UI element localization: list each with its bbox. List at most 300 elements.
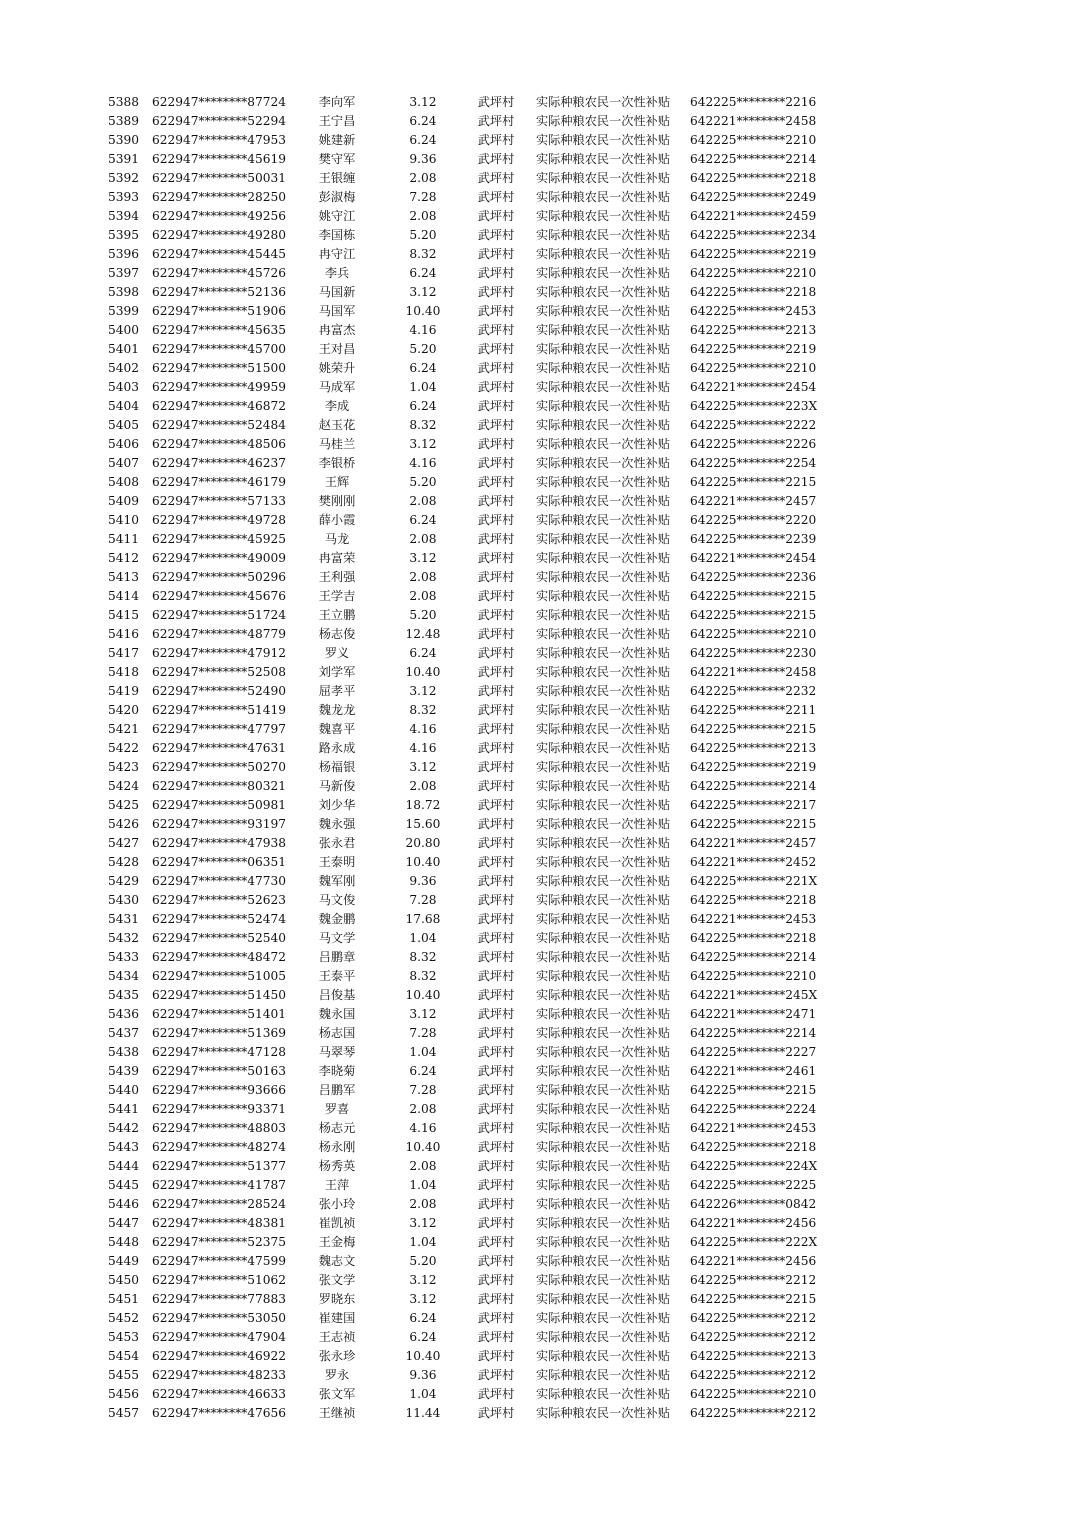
subsidy-amount-cell: 5.20: [409, 342, 437, 356]
row-number: 5434: [108, 969, 140, 983]
village-cell: 武坪村: [477, 513, 515, 527]
id-number-cell: 642221********2457: [690, 836, 817, 850]
id-number-cell: 642225********2215: [690, 817, 817, 831]
row-number: 5424: [108, 779, 140, 793]
bank-account-cell: 622947********52136: [152, 285, 287, 299]
id-number-cell: 642225********2214: [690, 152, 817, 166]
table-row: [0, 1157, 1074, 1176]
table-row: [0, 948, 1074, 967]
village-cell: 武坪村: [477, 779, 515, 793]
subsidy-amount-cell: 1.04: [409, 1045, 437, 1059]
subsidy-amount-cell: 3.12: [409, 684, 437, 698]
farmer-name-cell: 崔建国: [318, 1311, 356, 1325]
subsidy-type-cell: 实际种粮农民一次性补贴: [535, 703, 671, 717]
subsidy-type-cell: 实际种粮农民一次性补贴: [535, 1007, 671, 1021]
village-cell: 武坪村: [477, 608, 515, 622]
farmer-name-cell: 罗喜: [324, 1102, 350, 1116]
village-cell: 武坪村: [477, 1064, 515, 1078]
subsidy-amount-cell: 7.28: [409, 1026, 437, 1040]
subsidy-type-cell: 实际种粮农民一次性补贴: [535, 513, 671, 527]
village-cell: 武坪村: [477, 285, 515, 299]
bank-account-cell: 622947********46633: [152, 1387, 287, 1401]
row-number: 5404: [108, 399, 140, 413]
row-number: 5446: [108, 1197, 140, 1211]
subsidy-type-cell: 实际种粮农民一次性补贴: [535, 874, 671, 888]
village-cell: 武坪村: [477, 646, 515, 660]
bank-account-cell: 622947********46922: [152, 1349, 287, 1363]
row-number: 5457: [108, 1406, 140, 1420]
farmer-name-cell: 姚建新: [318, 133, 356, 147]
id-number-cell: 642221********2459: [690, 209, 817, 223]
bank-account-cell: 622947********50163: [152, 1064, 287, 1078]
farmer-name-cell: 马国军: [318, 304, 356, 318]
table-row: [0, 986, 1074, 1005]
subsidy-amount-cell: 6.24: [409, 133, 437, 147]
subsidy-type-cell: 实际种粮农民一次性补贴: [535, 437, 671, 451]
village-cell: 武坪村: [477, 1007, 515, 1021]
row-number: 5430: [108, 893, 140, 907]
row-number: 5431: [108, 912, 140, 926]
farmer-name-cell: 崔凯祯: [318, 1216, 356, 1230]
subsidy-amount-cell: 3.12: [409, 437, 437, 451]
table-row: [0, 1233, 1074, 1252]
table-row: [0, 150, 1074, 169]
subsidy-type-cell: 实际种粮农民一次性补贴: [535, 1292, 671, 1306]
bank-account-cell: 622947********51906: [152, 304, 287, 318]
village-cell: 武坪村: [477, 1349, 515, 1363]
bank-account-cell: 622947********48274: [152, 1140, 287, 1154]
farmer-name-cell: 张小玲: [318, 1197, 356, 1211]
table-row: [0, 929, 1074, 948]
bank-account-cell: 622947********28524: [152, 1197, 287, 1211]
table-row: [0, 188, 1074, 207]
village-cell: 武坪村: [477, 988, 515, 1002]
village-cell: 武坪村: [477, 456, 515, 470]
farmer-name-cell: 刘少华: [318, 798, 356, 812]
subsidy-amount-cell: 2.08: [409, 1197, 437, 1211]
row-number: 5421: [108, 722, 140, 736]
subsidy-type-cell: 实际种粮农民一次性补贴: [535, 817, 671, 831]
bank-account-cell: 622947********52294: [152, 114, 287, 128]
village-cell: 武坪村: [477, 589, 515, 603]
farmer-name-cell: 杨志元: [318, 1121, 356, 1135]
bank-account-cell: 622947********47904: [152, 1330, 287, 1344]
id-number-cell: 642225********2213: [690, 741, 817, 755]
table-row: [0, 1309, 1074, 1328]
id-number-cell: 642225********2215: [690, 475, 817, 489]
id-number-cell: 642221********2453: [690, 912, 817, 926]
subsidy-amount-cell: 2.08: [409, 570, 437, 584]
bank-account-cell: 622947********51724: [152, 608, 287, 622]
row-number: 5412: [108, 551, 140, 565]
bank-account-cell: 622947********28250: [152, 190, 287, 204]
id-number-cell: 642225********2220: [690, 513, 817, 527]
subsidy-type-cell: 实际种粮农民一次性补贴: [535, 532, 671, 546]
subsidy-amount-cell: 8.32: [409, 703, 437, 717]
subsidy-amount-cell: 3.12: [409, 95, 437, 109]
farmer-name-cell: 张文军: [318, 1387, 356, 1401]
subsidy-amount-cell: 20.80: [405, 836, 441, 850]
subsidy-type-cell: 实际种粮农民一次性补贴: [535, 475, 671, 489]
subsidy-type-cell: 实际种粮农民一次性补贴: [535, 418, 671, 432]
table-row: [0, 1214, 1074, 1233]
id-number-cell: 642225********2217: [690, 798, 817, 812]
row-number: 5436: [108, 1007, 140, 1021]
id-number-cell: 642225********2239: [690, 532, 817, 546]
id-number-cell: 642226********0842: [690, 1197, 817, 1211]
row-number: 5440: [108, 1083, 140, 1097]
village-cell: 武坪村: [477, 361, 515, 375]
subsidy-amount-cell: 6.24: [409, 361, 437, 375]
table-row: [0, 1119, 1074, 1138]
table-row: [0, 530, 1074, 549]
farmer-name-cell: 王泰平: [318, 969, 356, 983]
bank-account-cell: 622947********47938: [152, 836, 287, 850]
subsidy-type-cell: 实际种粮农民一次性补贴: [535, 931, 671, 945]
table-row: [0, 1404, 1074, 1423]
village-cell: 武坪村: [477, 133, 515, 147]
village-cell: 武坪村: [477, 1311, 515, 1325]
subsidy-type-cell: 实际种粮农民一次性补贴: [535, 209, 671, 223]
bank-account-cell: 622947********49256: [152, 209, 287, 223]
farmer-name-cell: 杨志俊: [318, 627, 356, 641]
village-cell: 武坪村: [477, 494, 515, 508]
table-row: [0, 283, 1074, 302]
village-cell: 武坪村: [477, 399, 515, 413]
farmer-name-cell: 罗永: [324, 1368, 350, 1382]
village-cell: 武坪村: [477, 95, 515, 109]
village-cell: 武坪村: [477, 1045, 515, 1059]
id-number-cell: 642225********2216: [690, 95, 817, 109]
farmer-name-cell: 张永珍: [318, 1349, 356, 1363]
table-row: [0, 1081, 1074, 1100]
subsidy-amount-cell: 9.36: [409, 152, 437, 166]
table-row: [0, 473, 1074, 492]
subsidy-type-cell: 实际种粮农民一次性补贴: [535, 133, 671, 147]
farmer-name-cell: 魏龙龙: [318, 703, 356, 717]
id-number-cell: 642221********2461: [690, 1064, 817, 1078]
bank-account-cell: 622947********80321: [152, 779, 287, 793]
village-cell: 武坪村: [477, 684, 515, 698]
village-cell: 武坪村: [477, 342, 515, 356]
id-number-cell: 642225********2210: [690, 133, 817, 147]
row-number: 5401: [108, 342, 140, 356]
bank-account-cell: 622947********51062: [152, 1273, 287, 1287]
row-number: 5443: [108, 1140, 140, 1154]
village-cell: 武坪村: [477, 855, 515, 869]
bank-account-cell: 622947********45726: [152, 266, 287, 280]
id-number-cell: 642225********2214: [690, 1026, 817, 1040]
subsidy-amount-cell: 1.04: [409, 380, 437, 394]
subsidy-amount-cell: 5.20: [409, 608, 437, 622]
table-row: [0, 587, 1074, 606]
village-cell: 武坪村: [477, 323, 515, 337]
id-number-cell: 642225********2214: [690, 950, 817, 964]
bank-account-cell: 622947********51401: [152, 1007, 287, 1021]
bank-account-cell: 622947********51369: [152, 1026, 287, 1040]
village-cell: 武坪村: [477, 722, 515, 736]
subsidy-type-cell: 实际种粮农民一次性补贴: [535, 1216, 671, 1230]
subsidy-amount-cell: 2.08: [409, 1159, 437, 1173]
table-row: [0, 758, 1074, 777]
village-cell: 武坪村: [477, 171, 515, 185]
village-cell: 武坪村: [477, 950, 515, 964]
farmer-name-cell: 路永成: [318, 741, 356, 755]
farmer-name-cell: 王继祯: [318, 1406, 356, 1420]
village-cell: 武坪村: [477, 1121, 515, 1135]
farmer-name-cell: 李向军: [318, 95, 356, 109]
farmer-name-cell: 樊守军: [318, 152, 356, 166]
subsidy-type-cell: 实际种粮农民一次性补贴: [535, 247, 671, 261]
subsidy-type-cell: 实际种粮农民一次性补贴: [535, 1254, 671, 1268]
subsidy-amount-cell: 1.04: [409, 1178, 437, 1192]
subsidy-type-cell: 实际种粮农民一次性补贴: [535, 152, 671, 166]
village-cell: 武坪村: [477, 152, 515, 166]
village-cell: 武坪村: [477, 665, 515, 679]
subsidy-amount-cell: 9.36: [409, 874, 437, 888]
subsidy-type-cell: 实际种粮农民一次性补贴: [535, 456, 671, 470]
subsidy-type-cell: 实际种粮农民一次性补贴: [535, 1387, 671, 1401]
farmer-name-cell: 冉富荣: [318, 551, 356, 565]
subsidy-type-cell: 实际种粮农民一次性补贴: [535, 646, 671, 660]
bank-account-cell: 622947********06351: [152, 855, 287, 869]
subsidy-amount-cell: 2.08: [409, 589, 437, 603]
bank-account-cell: 622947********50296: [152, 570, 287, 584]
subsidy-amount-cell: 8.32: [409, 969, 437, 983]
village-cell: 武坪村: [477, 798, 515, 812]
village-cell: 武坪村: [477, 1292, 515, 1306]
subsidy-type-cell: 实际种粮农民一次性补贴: [535, 304, 671, 318]
village-cell: 武坪村: [477, 304, 515, 318]
village-cell: 武坪村: [477, 627, 515, 641]
row-number: 5400: [108, 323, 140, 337]
subsidy-type-cell: 实际种粮农民一次性补贴: [535, 1330, 671, 1344]
bank-account-cell: 622947********57133: [152, 494, 287, 508]
village-cell: 武坪村: [477, 874, 515, 888]
subsidy-amount-cell: 6.24: [409, 1064, 437, 1078]
row-number: 5438: [108, 1045, 140, 1059]
id-number-cell: 642225********2219: [690, 760, 817, 774]
row-number: 5408: [108, 475, 140, 489]
id-number-cell: 642225********221X: [690, 874, 818, 888]
subsidy-type-cell: 实际种粮农民一次性补贴: [535, 399, 671, 413]
village-cell: 武坪村: [477, 228, 515, 242]
row-number: 5433: [108, 950, 140, 964]
bank-account-cell: 622947********48472: [152, 950, 287, 964]
row-number: 5398: [108, 285, 140, 299]
bank-account-cell: 622947********48779: [152, 627, 287, 641]
table-row: [0, 606, 1074, 625]
row-number: 5397: [108, 266, 140, 280]
farmer-name-cell: 魏永强: [318, 817, 356, 831]
farmer-name-cell: 马成军: [318, 380, 356, 394]
subsidy-type-cell: 实际种粮农民一次性补贴: [535, 1273, 671, 1287]
table-row: [0, 872, 1074, 891]
subsidy-type-cell: 实际种粮农民一次性补贴: [535, 988, 671, 1002]
row-number: 5442: [108, 1121, 140, 1135]
village-cell: 武坪村: [477, 114, 515, 128]
row-number: 5405: [108, 418, 140, 432]
table-row: [0, 226, 1074, 245]
subsidy-amount-cell: 6.24: [409, 646, 437, 660]
subsidy-table: [0, 93, 1074, 1423]
bank-account-cell: 622947********50031: [152, 171, 287, 185]
village-cell: 武坪村: [477, 266, 515, 280]
farmer-name-cell: 王银缠: [318, 171, 356, 185]
table-row: [0, 359, 1074, 378]
id-number-cell: 642225********2212: [690, 1368, 817, 1382]
farmer-name-cell: 王利强: [318, 570, 356, 584]
subsidy-type-cell: 实际种粮农民一次性补贴: [535, 969, 671, 983]
table-row: [0, 416, 1074, 435]
subsidy-amount-cell: 12.48: [405, 627, 441, 641]
farmer-name-cell: 王泰明: [318, 855, 356, 869]
village-cell: 武坪村: [477, 912, 515, 926]
bank-account-cell: 622947********49280: [152, 228, 287, 242]
bank-account-cell: 622947********45619: [152, 152, 287, 166]
subsidy-type-cell: 实际种粮农民一次性补贴: [535, 95, 671, 109]
village-cell: 武坪村: [477, 1273, 515, 1287]
bank-account-cell: 622947********93666: [152, 1083, 287, 1097]
subsidy-amount-cell: 4.16: [409, 722, 437, 736]
id-number-cell: 642225********223X: [690, 399, 818, 413]
subsidy-amount-cell: 7.28: [409, 893, 437, 907]
id-number-cell: 642225********2224: [690, 1102, 817, 1116]
subsidy-type-cell: 实际种粮农民一次性补贴: [535, 1026, 671, 1040]
farmer-name-cell: 魏志文: [318, 1254, 356, 1268]
table-row: [0, 1043, 1074, 1062]
id-number-cell: 642225********2210: [690, 266, 817, 280]
id-number-cell: 642221********2456: [690, 1254, 817, 1268]
row-number: 5419: [108, 684, 140, 698]
farmer-name-cell: 马国新: [318, 285, 356, 299]
id-number-cell: 642225********2225: [690, 1178, 817, 1192]
row-number: 5429: [108, 874, 140, 888]
farmer-name-cell: 赵玉花: [318, 418, 356, 432]
bank-account-cell: 622947********52540: [152, 931, 287, 945]
subsidy-type-cell: 实际种粮农民一次性补贴: [535, 760, 671, 774]
village-cell: 武坪村: [477, 551, 515, 565]
bank-account-cell: 622947********47599: [152, 1254, 287, 1268]
village-cell: 武坪村: [477, 817, 515, 831]
id-number-cell: 642221********2452: [690, 855, 817, 869]
subsidy-type-cell: 实际种粮农民一次性补贴: [535, 1368, 671, 1382]
bank-account-cell: 622947********52474: [152, 912, 287, 926]
row-number: 5414: [108, 589, 140, 603]
subsidy-type-cell: 实际种粮农民一次性补贴: [535, 1159, 671, 1173]
bank-account-cell: 622947********51005: [152, 969, 287, 983]
row-number: 5450: [108, 1273, 140, 1287]
bank-account-cell: 622947********52484: [152, 418, 287, 432]
row-number: 5422: [108, 741, 140, 755]
table-row: [0, 1271, 1074, 1290]
bank-account-cell: 622947********49009: [152, 551, 287, 565]
subsidy-type-cell: 实际种粮农民一次性补贴: [535, 380, 671, 394]
farmer-name-cell: 杨永刚: [318, 1140, 356, 1154]
subsidy-type-cell: 实际种粮农民一次性补贴: [535, 266, 671, 280]
row-number: 5403: [108, 380, 140, 394]
row-number: 5395: [108, 228, 140, 242]
subsidy-type-cell: 实际种粮农民一次性补贴: [535, 779, 671, 793]
farmer-name-cell: 彭淑梅: [318, 190, 356, 204]
farmer-name-cell: 马桂兰: [318, 437, 356, 451]
village-cell: 武坪村: [477, 1216, 515, 1230]
bank-account-cell: 622947********51419: [152, 703, 287, 717]
table-row: [0, 131, 1074, 150]
subsidy-amount-cell: 10.40: [405, 1140, 441, 1154]
id-number-cell: 642221********2456: [690, 1216, 817, 1230]
table-row: [0, 967, 1074, 986]
farmer-name-cell: 李兵: [324, 266, 350, 280]
id-number-cell: 642225********2226: [690, 437, 817, 451]
bank-account-cell: 622947********48381: [152, 1216, 287, 1230]
id-number-cell: 642225********2227: [690, 1045, 817, 1059]
table-row: [0, 682, 1074, 701]
village-cell: 武坪村: [477, 1368, 515, 1382]
row-number: 5388: [108, 95, 140, 109]
farmer-name-cell: 魏金鹏: [318, 912, 356, 926]
farmer-name-cell: 王志祯: [318, 1330, 356, 1344]
id-number-cell: 642225********2453: [690, 304, 817, 318]
subsidy-type-cell: 实际种粮农民一次性补贴: [535, 665, 671, 679]
subsidy-type-cell: 实际种粮农民一次性补贴: [535, 893, 671, 907]
table-row: [0, 1138, 1074, 1157]
farmer-name-cell: 张文学: [318, 1273, 356, 1287]
farmer-name-cell: 王萍: [324, 1178, 350, 1192]
id-number-cell: 642225********2213: [690, 1349, 817, 1363]
bank-account-cell: 622947********49959: [152, 380, 287, 394]
table-row: [0, 853, 1074, 872]
subsidy-type-cell: 实际种粮农民一次性补贴: [535, 1121, 671, 1135]
subsidy-amount-cell: 2.08: [409, 171, 437, 185]
subsidy-amount-cell: 3.12: [409, 1292, 437, 1306]
subsidy-amount-cell: 10.40: [405, 855, 441, 869]
subsidy-amount-cell: 6.24: [409, 114, 437, 128]
table-row: [0, 397, 1074, 416]
village-cell: 武坪村: [477, 1406, 515, 1420]
table-row: [0, 720, 1074, 739]
village-cell: 武坪村: [477, 1178, 515, 1192]
table-row: [0, 663, 1074, 682]
id-number-cell: 642225********2210: [690, 1387, 817, 1401]
bank-account-cell: 622947********46237: [152, 456, 287, 470]
subsidy-type-cell: 实际种粮农民一次性补贴: [535, 1064, 671, 1078]
table-row: [0, 549, 1074, 568]
village-cell: 武坪村: [477, 931, 515, 945]
subsidy-type-cell: 实际种粮农民一次性补贴: [535, 171, 671, 185]
subsidy-amount-cell: 18.72: [405, 798, 441, 812]
subsidy-amount-cell: 7.28: [409, 190, 437, 204]
row-number: 5444: [108, 1159, 140, 1173]
row-number: 5413: [108, 570, 140, 584]
bank-account-cell: 622947********93197: [152, 817, 287, 831]
village-cell: 武坪村: [477, 1083, 515, 1097]
id-number-cell: 642225********2254: [690, 456, 817, 470]
subsidy-amount-cell: 4.16: [409, 1121, 437, 1135]
row-number: 5411: [108, 532, 140, 546]
id-number-cell: 642225********2218: [690, 893, 817, 907]
farmer-name-cell: 王辉: [324, 475, 350, 489]
row-number: 5390: [108, 133, 140, 147]
bank-account-cell: 622947********45700: [152, 342, 287, 356]
bank-account-cell: 622947********51450: [152, 988, 287, 1002]
subsidy-amount-cell: 8.32: [409, 950, 437, 964]
bank-account-cell: 622947********46872: [152, 399, 287, 413]
subsidy-amount-cell: 4.16: [409, 741, 437, 755]
farmer-name-cell: 马文学: [318, 931, 356, 945]
bank-account-cell: 622947********50270: [152, 760, 287, 774]
row-number: 5389: [108, 114, 140, 128]
